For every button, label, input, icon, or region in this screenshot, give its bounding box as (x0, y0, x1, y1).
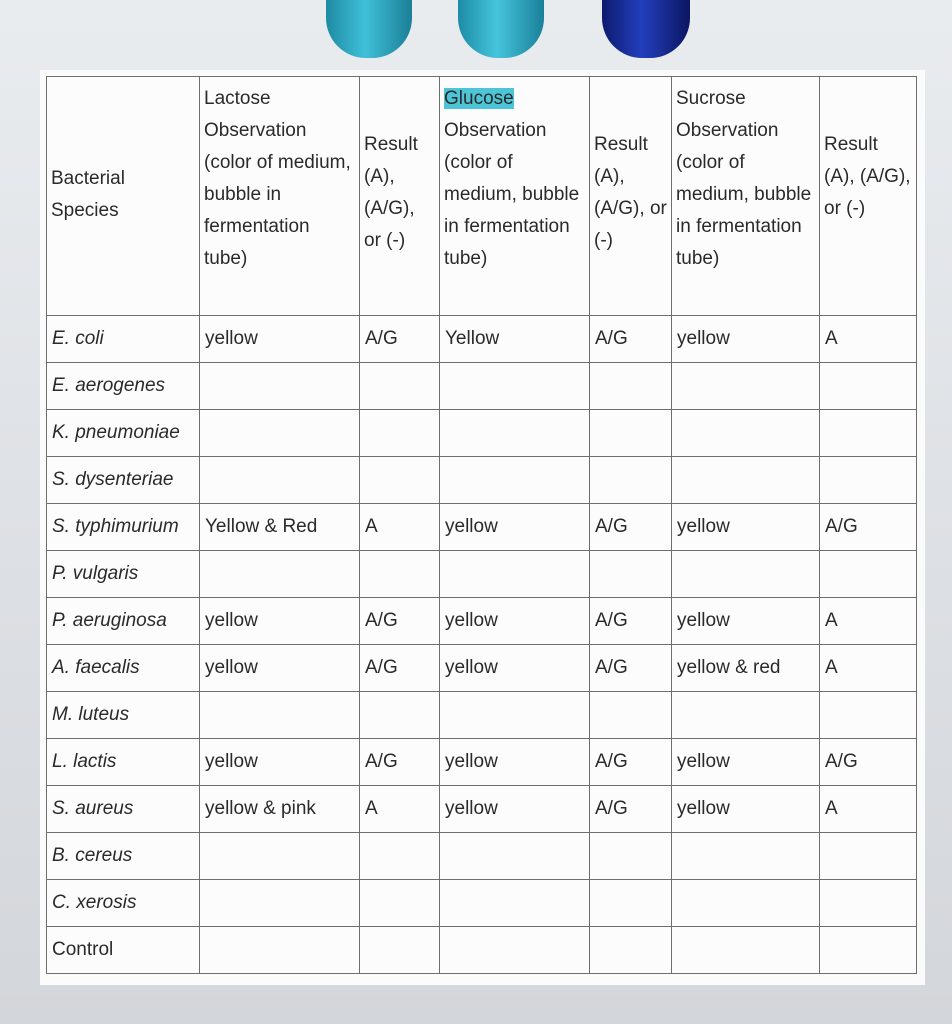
sucrose-result-cell: A (820, 316, 917, 363)
sucrose-observation-cell (672, 551, 820, 598)
glucose-result-cell (590, 833, 672, 880)
lactose-observation-cell (200, 833, 360, 880)
lactose-observation-cell: Yellow & Red (200, 504, 360, 551)
lactose-observation-cell (200, 927, 360, 974)
lactose-result-cell: A (360, 504, 440, 551)
lactose-observation-cell: yellow (200, 645, 360, 692)
lactose-result-cell (360, 833, 440, 880)
lactose-result-cell: A (360, 786, 440, 833)
lactose-result-cell (360, 880, 440, 927)
header-lactose-result (360, 77, 440, 316)
species-cell: P. aeruginosa (47, 598, 200, 645)
sucrose-result-cell: A/G (820, 739, 917, 786)
lactose-observation-cell: yellow (200, 739, 360, 786)
table-row (47, 692, 917, 739)
glucose-result-cell (590, 410, 672, 457)
header-sucrose-observation (672, 77, 820, 316)
header-lactose-result-label: Result (A), (A/G), or (-) (364, 134, 418, 251)
species-cell: E. coli (47, 316, 200, 363)
lactose-result-cell: A/G (360, 739, 440, 786)
species-cell: P. vulgaris (47, 551, 200, 598)
header-lactose-desc: Observation (color of medium, bubble in fermentation tube) (204, 120, 351, 269)
header-glucose-observation (440, 77, 590, 316)
lactose-observation-cell (200, 363, 360, 410)
glucose-result-cell (590, 551, 672, 598)
lactose-result-cell (360, 551, 440, 598)
lactose-observation-cell (200, 551, 360, 598)
table-row (47, 457, 917, 504)
table-row (47, 316, 917, 363)
sucrose-observation-cell (672, 457, 820, 504)
sucrose-result-cell (820, 927, 917, 974)
lactose-result-cell (360, 692, 440, 739)
glucose-observation-cell: Yellow (440, 316, 590, 363)
sucrose-result-cell: A (820, 598, 917, 645)
header-glucose-desc: Observation (color of medium, bubble in fermentation tube) (444, 120, 580, 269)
header-glucose-name: Glucose (444, 88, 514, 109)
glucose-result-cell (590, 363, 672, 410)
glucose-observation-cell (440, 551, 590, 598)
header-sucrose-result (820, 77, 917, 316)
glucose-observation-cell (440, 833, 590, 880)
header-glucose-result-label: Result (A), (A/G), or (-) (594, 134, 667, 251)
species-cell: K. pneumoniae (47, 410, 200, 457)
species-cell: M. luteus (47, 692, 200, 739)
sucrose-result-cell (820, 551, 917, 598)
table-row (47, 363, 917, 410)
lactose-observation-cell (200, 457, 360, 504)
glucose-observation-cell (440, 880, 590, 927)
header-lactose-observation (200, 77, 360, 316)
glucose-result-cell (590, 880, 672, 927)
sucrose-observation-cell: yellow & red (672, 645, 820, 692)
sucrose-observation-cell (672, 363, 820, 410)
lactose-result-cell (360, 927, 440, 974)
glucose-result-cell: A/G (590, 739, 672, 786)
species-cell: S. aureus (47, 786, 200, 833)
header-sucrose-desc: Observation (color of medium, bubble in fermentation tube) (676, 120, 812, 269)
sucrose-result-cell: A (820, 786, 917, 833)
header-lactose-name: Lactose (204, 88, 271, 109)
table-row (47, 880, 917, 927)
glucose-observation-cell: yellow (440, 598, 590, 645)
species-cell: A. faecalis (47, 645, 200, 692)
lactose-observation-cell (200, 880, 360, 927)
sucrose-result-cell (820, 457, 917, 504)
table-row (47, 645, 917, 692)
table-row (47, 410, 917, 457)
glucose-result-cell: A/G (590, 316, 672, 363)
sucrose-observation-cell (672, 880, 820, 927)
glucose-result-cell: A/G (590, 786, 672, 833)
lactose-observation-cell: yellow (200, 316, 360, 363)
species-cell: B. cereus (47, 833, 200, 880)
lactose-result-cell: A/G (360, 316, 440, 363)
glucose-observation-cell (440, 692, 590, 739)
glucose-observation-cell (440, 410, 590, 457)
test-tube-cyan-right (458, 0, 544, 58)
sucrose-result-cell: A/G (820, 504, 917, 551)
species-cell: E. aerogenes (47, 363, 200, 410)
glucose-result-cell: A/G (590, 645, 672, 692)
sucrose-result-cell (820, 833, 917, 880)
glucose-result-cell (590, 692, 672, 739)
sucrose-observation-cell (672, 692, 820, 739)
lactose-observation-cell: yellow & pink (200, 786, 360, 833)
sucrose-result-cell: A (820, 645, 917, 692)
lactose-result-cell: A/G (360, 645, 440, 692)
glucose-observation-cell (440, 927, 590, 974)
table-row (47, 551, 917, 598)
sucrose-observation-cell: yellow (672, 786, 820, 833)
header-species (47, 77, 200, 316)
glucose-observation-cell (440, 363, 590, 410)
species-cell: C. xerosis (47, 880, 200, 927)
lactose-observation-cell (200, 692, 360, 739)
species-cell: L. lactis (47, 739, 200, 786)
glucose-observation-cell: yellow (440, 504, 590, 551)
sucrose-result-cell (820, 363, 917, 410)
sucrose-result-cell (820, 880, 917, 927)
sucrose-observation-cell: yellow (672, 504, 820, 551)
lactose-result-cell (360, 410, 440, 457)
species-cell: S. typhimurium (47, 504, 200, 551)
sucrose-result-cell (820, 410, 917, 457)
lactose-result-cell (360, 457, 440, 504)
sucrose-observation-cell (672, 833, 820, 880)
header-row (47, 77, 917, 316)
fermentation-results-table (46, 76, 917, 974)
table-row (47, 927, 917, 974)
table-row (47, 598, 917, 645)
header-species-label: Bacterial Species (51, 168, 125, 221)
species-cell: S. dysenteriae (47, 457, 200, 504)
lactose-result-cell: A/G (360, 598, 440, 645)
sucrose-observation-cell (672, 927, 820, 974)
table-row (47, 786, 917, 833)
lactose-observation-cell (200, 410, 360, 457)
species-cell: Control (47, 927, 200, 974)
test-tube-cyan-left (326, 0, 412, 58)
sucrose-observation-cell: yellow (672, 316, 820, 363)
sucrose-observation-cell: yellow (672, 598, 820, 645)
table-row (47, 833, 917, 880)
glucose-observation-cell: yellow (440, 645, 590, 692)
glucose-result-cell: A/G (590, 598, 672, 645)
table-row (47, 739, 917, 786)
glucose-result-cell: A/G (590, 504, 672, 551)
glucose-result-cell (590, 457, 672, 504)
glucose-observation-cell: yellow (440, 739, 590, 786)
sucrose-result-cell (820, 692, 917, 739)
table-row (47, 504, 917, 551)
lactose-result-cell (360, 363, 440, 410)
glucose-observation-cell (440, 457, 590, 504)
header-sucrose-result-label: Result (A), (A/G), or (-) (824, 134, 911, 219)
lactose-observation-cell: yellow (200, 598, 360, 645)
header-sucrose-name: Sucrose (676, 88, 746, 109)
sucrose-observation-cell: yellow (672, 739, 820, 786)
header-glucose-result (590, 77, 672, 316)
glucose-observation-cell: yellow (440, 786, 590, 833)
sucrose-observation-cell (672, 410, 820, 457)
glucose-result-cell (590, 927, 672, 974)
test-tube-dark-blue (602, 0, 690, 58)
